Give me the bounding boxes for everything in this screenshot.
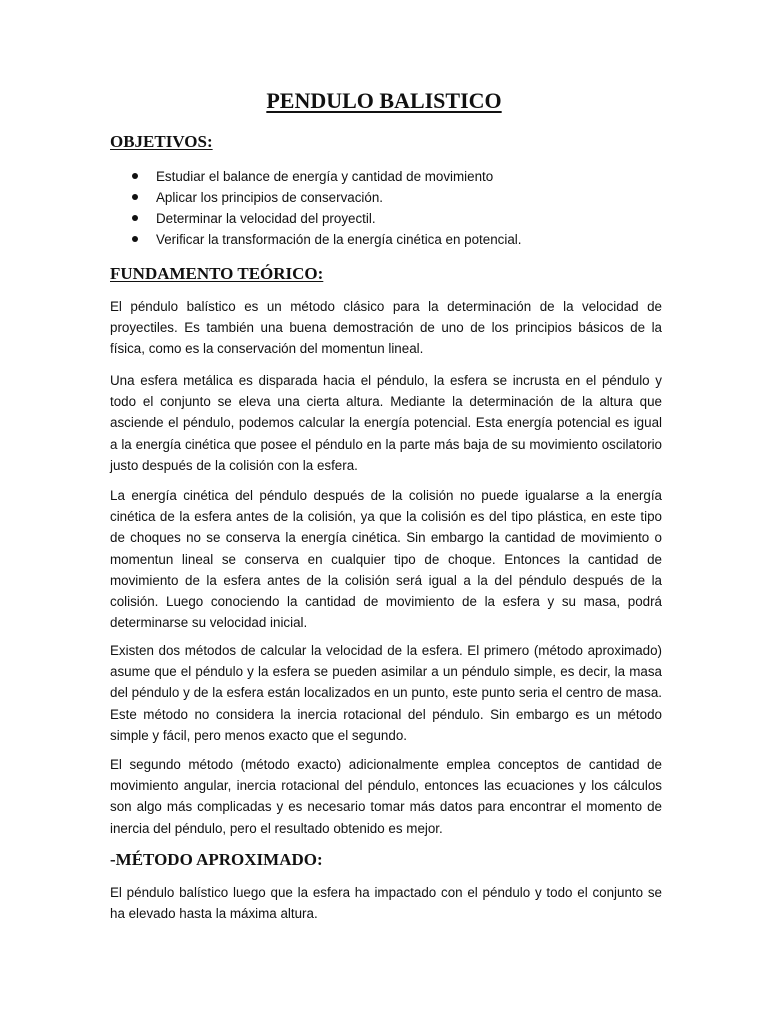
bullet-icon [132, 173, 138, 179]
bullet-icon [132, 194, 138, 200]
fundamento-paragraph-3: La energía cinética del péndulo después de la colisión no puede igualarse a la energía cinética de la esfera antes de la colisión, ya que la colisión es del tipo plástica, en este tipo de choques no se conserva la energía cinética. Sin embargo la cantidad de movimiento o momentun lineal se conserva en cualquier tipo de choque. Entonces la cantidad de movimiento de la esfera antes de la colisión será igual a la del péndulo después de la colisión. Luego conociendo la cantidad de movimiento de la esfera y su masa, podrá determinarse su velocidad inicial. [110, 488, 662, 631]
fundamento-paragraph-2: Una esfera metálica es disparada hacia el péndulo, la esfera se incrusta en el péndulo y todo el conjunto se eleva una cierta altura. Mediante la determinación de la altura que asciende el péndulo, podemos calcular la energía potencial. Esta energía potencial es igual a la energía cinética que posee el péndulo en la parte más baja de su movimiento oscilatorio justo después de la colisión con la esfera. [110, 373, 662, 473]
list-item [110, 229, 670, 250]
list-item [110, 166, 670, 187]
list-item [110, 208, 670, 229]
list-item-text: Determinar la velocidad del proyectil. [156, 211, 376, 226]
metodo-aproximado-paragraph: El péndulo balístico luego que la esfera ha impactado con el péndulo y todo el conjunto se ha elevado hasta la máxima altura. [110, 885, 662, 922]
fundamento-paragraph-4: Existen dos métodos de calcular la velocidad de la esfera. El primero (método aproximado) asume que el péndulo y la esfera se pueden asimilar a un péndulo simple, es decir, la masa del péndulo y de la esfera están localizados en un punto, este punto seria el centro de masa. Este método no considera la inercia rotacional del péndulo. Sin embargo es un método simple y fácil, pero menos exacto que el segundo. [110, 643, 662, 743]
bullet-icon [132, 215, 138, 221]
list-item-text: Estudiar el balance de energía y cantidad de movimiento [156, 169, 494, 184]
fundamento-paragraph-5: El segundo método (método exacto) adicionalmente emplea conceptos de cantidad de movimiento angular, inercia rotacional del péndulo, entonces las ecuaciones y los cálculos son algo más complicadas y es necesario tomar más datos para encontrar el momento de inercia del péndulo, pero el resultado obtenido es mejor. [110, 757, 662, 836]
fundamento-paragraph-1: El péndulo balístico es un método clásico para la determinación de la velocidad de proyectiles. Es también una buena demostración de uno de los principios básicos de la física, como es la conservación del momentun lineal. [110, 299, 662, 357]
document-title-text: PENDULO BALISTICO [266, 88, 502, 113]
document-title [0, 86, 768, 116]
objetivos-list [110, 166, 670, 250]
fundamento-heading [110, 263, 323, 285]
list-item-text: Verificar la transformación de la energía cinética en potencial. [156, 232, 522, 247]
metodo-aproximado-heading: -MÉTODO APROXIMADO: [110, 850, 323, 869]
list-item-text: Aplicar los principios de conservación. [156, 190, 384, 205]
bullet-icon [132, 236, 138, 242]
objetivos-heading [110, 131, 213, 153]
list-item [110, 187, 670, 208]
objetivos-heading-text: OBJETIVOS: [110, 132, 213, 151]
fundamento-heading-text: FUNDAMENTO TEÓRICO: [110, 264, 324, 283]
